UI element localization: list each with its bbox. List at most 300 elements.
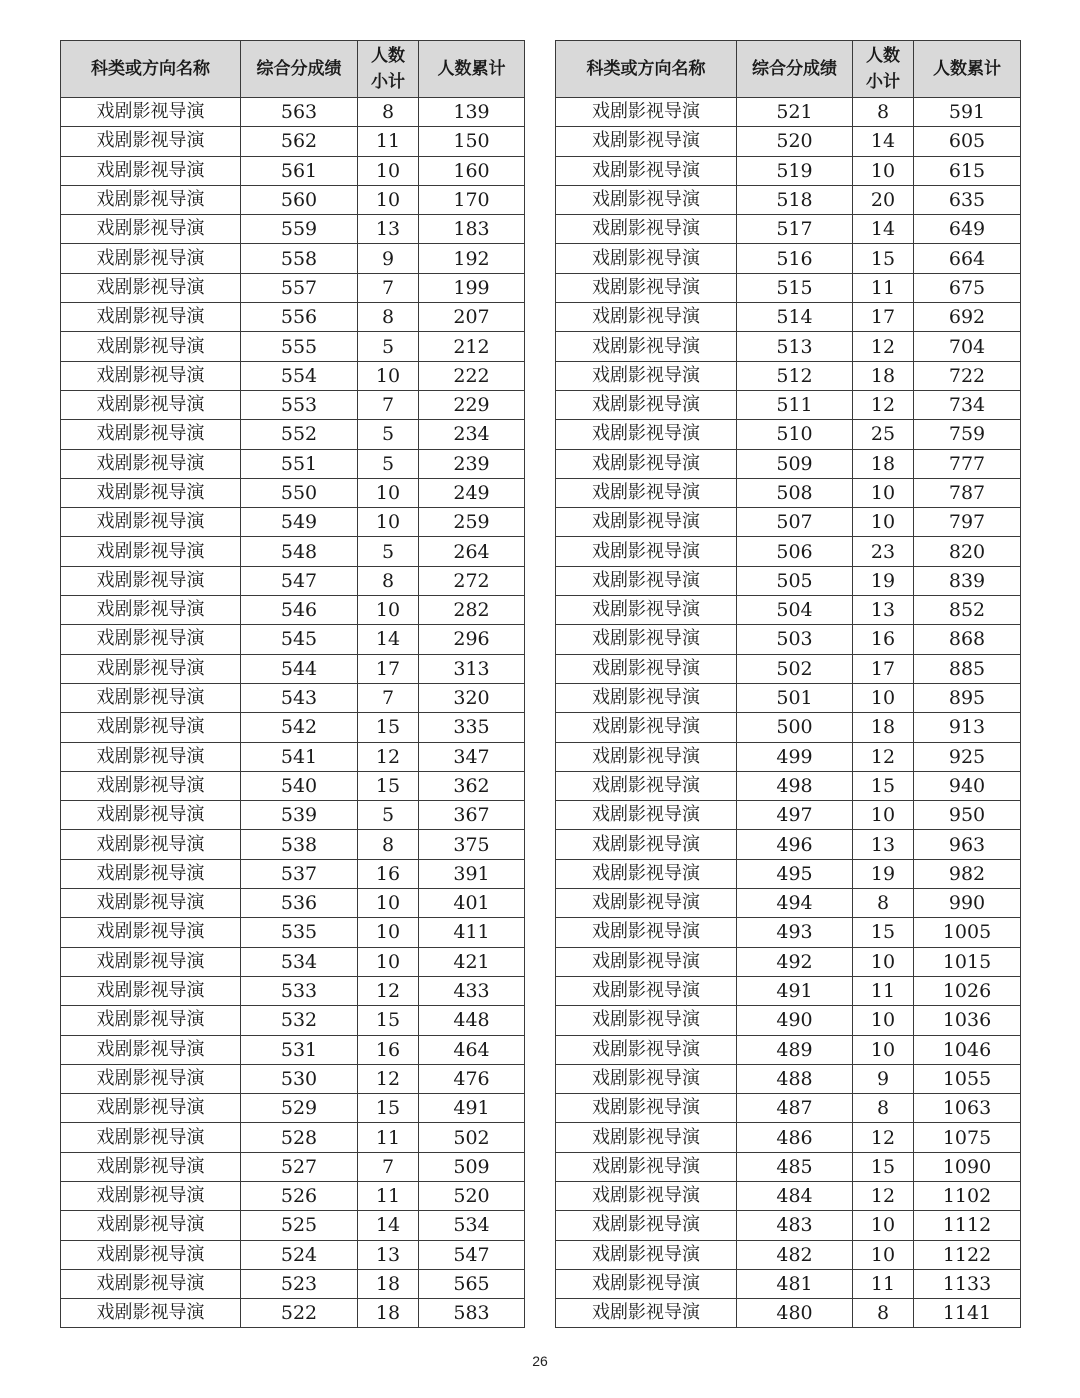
- table-row: [61, 771, 525, 800]
- cell-cumulative: 239: [419, 449, 525, 478]
- table-row: [61, 127, 525, 156]
- cell-count: 15: [358, 1006, 419, 1035]
- table-row: [61, 801, 525, 830]
- cell-score: 483: [737, 1211, 853, 1240]
- cell-name: 戏剧影视导演: [61, 801, 241, 830]
- table-row: [556, 742, 1021, 771]
- table-row: [556, 625, 1021, 654]
- cell-count: 14: [358, 1211, 419, 1240]
- cell-count: 10: [853, 1006, 914, 1035]
- cell-cumulative: 1122: [914, 1240, 1021, 1269]
- cell-count: 12: [358, 742, 419, 771]
- cell-count: 11: [853, 976, 914, 1005]
- cell-name: 戏剧影视导演: [61, 625, 241, 654]
- table-row: [61, 889, 525, 918]
- cell-cumulative: 183: [419, 215, 525, 244]
- cell-count: 7: [358, 273, 419, 302]
- cell-cumulative: 605: [914, 127, 1021, 156]
- cell-name: 戏剧影视导演: [556, 859, 737, 888]
- table-row: [556, 127, 1021, 156]
- table-row: [556, 303, 1021, 332]
- cell-count: 11: [358, 1181, 419, 1210]
- table-row: [556, 1123, 1021, 1152]
- score-table-right: [555, 40, 1021, 1328]
- cell-score: 505: [737, 566, 853, 595]
- cell-cumulative: 1063: [914, 1094, 1021, 1123]
- cell-count: 10: [358, 156, 419, 185]
- cell-count: 10: [853, 478, 914, 507]
- cell-count: 10: [358, 361, 419, 390]
- cell-score: 506: [737, 537, 853, 566]
- cell-name: 戏剧影视导演: [556, 742, 737, 771]
- cell-count: 12: [853, 390, 914, 419]
- cell-count: 10: [358, 508, 419, 537]
- cell-cumulative: 797: [914, 508, 1021, 537]
- cell-count: 5: [358, 537, 419, 566]
- cell-score: 504: [737, 596, 853, 625]
- cell-score: 556: [241, 303, 358, 332]
- cell-count: 16: [358, 859, 419, 888]
- cell-count: 8: [358, 566, 419, 595]
- cell-name: 戏剧影视导演: [61, 596, 241, 625]
- cell-cumulative: 820: [914, 537, 1021, 566]
- cell-name: 戏剧影视导演: [556, 1269, 737, 1298]
- cell-name: 戏剧影视导演: [61, 127, 241, 156]
- table-row: [556, 508, 1021, 537]
- cell-score: 489: [737, 1035, 853, 1064]
- table-row: [61, 449, 525, 478]
- cell-count: 16: [853, 625, 914, 654]
- cell-name: 戏剧影视导演: [61, 390, 241, 419]
- cell-score: 529: [241, 1094, 358, 1123]
- table-row: [61, 1211, 525, 1240]
- cell-cumulative: 839: [914, 566, 1021, 595]
- cell-name: 戏剧影视导演: [61, 889, 241, 918]
- cell-score: 502: [737, 654, 853, 683]
- cell-count: 5: [358, 449, 419, 478]
- cell-cumulative: 207: [419, 303, 525, 332]
- cell-score: 496: [737, 830, 853, 859]
- table-row: [556, 1035, 1021, 1064]
- cell-score: 523: [241, 1269, 358, 1298]
- cell-score: 546: [241, 596, 358, 625]
- cell-count: 18: [853, 713, 914, 742]
- cell-cumulative: 491: [419, 1094, 525, 1123]
- cell-count: 11: [853, 273, 914, 302]
- cell-count: 10: [853, 1240, 914, 1269]
- cell-cumulative: 913: [914, 713, 1021, 742]
- cell-name: 戏剧影视导演: [61, 215, 241, 244]
- cell-score: 535: [241, 918, 358, 947]
- cell-cumulative: 502: [419, 1123, 525, 1152]
- table-row: [556, 771, 1021, 800]
- cell-count: 17: [853, 303, 914, 332]
- cell-cumulative: 1075: [914, 1123, 1021, 1152]
- cell-score: 511: [737, 390, 853, 419]
- table-row: [61, 1094, 525, 1123]
- table-row: [61, 918, 525, 947]
- table-row: [61, 1152, 525, 1181]
- cell-name: 戏剧影视导演: [61, 1006, 241, 1035]
- table-row: [556, 654, 1021, 683]
- cell-count: 13: [358, 1240, 419, 1269]
- cell-score: 538: [241, 830, 358, 859]
- table-row: [61, 1123, 525, 1152]
- cell-score: 552: [241, 420, 358, 449]
- header-cumulative: 人数累计: [914, 41, 1021, 98]
- cell-count: 15: [358, 1094, 419, 1123]
- cell-cumulative: 591: [914, 98, 1021, 127]
- cell-count: 17: [358, 654, 419, 683]
- cell-cumulative: 391: [419, 859, 525, 888]
- cell-name: 戏剧影视导演: [61, 1064, 241, 1093]
- cell-cumulative: 272: [419, 566, 525, 595]
- cell-cumulative: 313: [419, 654, 525, 683]
- table-row: [556, 156, 1021, 185]
- cell-count: 10: [853, 508, 914, 537]
- cell-name: 戏剧影视导演: [61, 449, 241, 478]
- cell-cumulative: 692: [914, 303, 1021, 332]
- table-row: [61, 420, 525, 449]
- cell-score: 532: [241, 1006, 358, 1035]
- cell-count: 10: [358, 889, 419, 918]
- cell-count: 8: [853, 1299, 914, 1328]
- cell-cumulative: 675: [914, 273, 1021, 302]
- cell-count: 14: [853, 215, 914, 244]
- table-row: [61, 1181, 525, 1210]
- cell-cumulative: 963: [914, 830, 1021, 859]
- cell-name: 戏剧影视导演: [556, 156, 737, 185]
- cell-count: 14: [358, 625, 419, 654]
- cell-cumulative: 940: [914, 771, 1021, 800]
- cell-score: 487: [737, 1094, 853, 1123]
- cell-name: 戏剧影视导演: [61, 537, 241, 566]
- table-row: [61, 185, 525, 214]
- table-row: [61, 596, 525, 625]
- cell-cumulative: 222: [419, 361, 525, 390]
- cell-name: 戏剧影视导演: [556, 449, 737, 478]
- cell-score: 514: [737, 303, 853, 332]
- cell-name: 戏剧影视导演: [556, 537, 737, 566]
- table-row: [61, 976, 525, 1005]
- cell-score: 558: [241, 244, 358, 273]
- cell-count: 12: [358, 976, 419, 1005]
- cell-score: 517: [737, 215, 853, 244]
- cell-cumulative: 1026: [914, 976, 1021, 1005]
- table-row: [556, 332, 1021, 361]
- cell-score: 500: [737, 713, 853, 742]
- cell-cumulative: 649: [914, 215, 1021, 244]
- cell-score: 521: [737, 98, 853, 127]
- cell-score: 543: [241, 683, 358, 712]
- cell-score: 531: [241, 1035, 358, 1064]
- cell-name: 戏剧影视导演: [556, 683, 737, 712]
- cell-name: 戏剧影视导演: [61, 742, 241, 771]
- cell-cumulative: 212: [419, 332, 525, 361]
- cell-cumulative: 547: [419, 1240, 525, 1269]
- cell-cumulative: 664: [914, 244, 1021, 273]
- cell-name: 戏剧影视导演: [556, 596, 737, 625]
- table-row: [61, 1269, 525, 1298]
- table-row: [61, 332, 525, 361]
- cell-cumulative: 1046: [914, 1035, 1021, 1064]
- cell-cumulative: 362: [419, 771, 525, 800]
- cell-score: 551: [241, 449, 358, 478]
- cell-count: 13: [853, 596, 914, 625]
- page-number: 26: [532, 1353, 548, 1369]
- cell-cumulative: 411: [419, 918, 525, 947]
- cell-score: 540: [241, 771, 358, 800]
- table-row: [61, 742, 525, 771]
- cell-name: 戏剧影视导演: [61, 976, 241, 1005]
- table-row: [556, 830, 1021, 859]
- cell-score: 525: [241, 1211, 358, 1240]
- table-row: [556, 478, 1021, 507]
- cell-count: 13: [358, 215, 419, 244]
- cell-score: 522: [241, 1299, 358, 1328]
- cell-score: 563: [241, 98, 358, 127]
- cell-score: 541: [241, 742, 358, 771]
- cell-name: 戏剧影视导演: [61, 303, 241, 332]
- cell-cumulative: 375: [419, 830, 525, 859]
- cell-name: 戏剧影视导演: [61, 1094, 241, 1123]
- cell-count: 10: [853, 1211, 914, 1240]
- table-row: [61, 361, 525, 390]
- table-row: [61, 537, 525, 566]
- cell-count: 10: [853, 1035, 914, 1064]
- cell-count: 18: [853, 449, 914, 478]
- cell-cumulative: 192: [419, 244, 525, 273]
- table-row: [556, 244, 1021, 273]
- cell-count: 12: [853, 1181, 914, 1210]
- table-row: [556, 596, 1021, 625]
- cell-count: 7: [358, 683, 419, 712]
- table-row: [61, 156, 525, 185]
- cell-cumulative: 150: [419, 127, 525, 156]
- cell-cumulative: 1055: [914, 1064, 1021, 1093]
- cell-name: 戏剧影视导演: [556, 303, 737, 332]
- cell-count: 7: [358, 1152, 419, 1181]
- cell-count: 11: [358, 1123, 419, 1152]
- table-row: [556, 1299, 1021, 1328]
- cell-cumulative: 1133: [914, 1269, 1021, 1298]
- cell-cumulative: 367: [419, 801, 525, 830]
- cell-score: 537: [241, 859, 358, 888]
- cell-score: 480: [737, 1299, 853, 1328]
- cell-count: 10: [853, 947, 914, 976]
- cell-name: 戏剧影视导演: [61, 947, 241, 976]
- cell-name: 戏剧影视导演: [61, 713, 241, 742]
- cell-name: 戏剧影视导演: [61, 185, 241, 214]
- cell-cumulative: 565: [419, 1269, 525, 1298]
- cell-cumulative: 1102: [914, 1181, 1021, 1210]
- cell-cumulative: 433: [419, 976, 525, 1005]
- cell-score: 512: [737, 361, 853, 390]
- cell-name: 戏剧影视导演: [556, 478, 737, 507]
- cell-count: 12: [853, 332, 914, 361]
- cell-score: 536: [241, 889, 358, 918]
- cell-count: 8: [853, 889, 914, 918]
- cell-count: 15: [853, 771, 914, 800]
- cell-name: 戏剧影视导演: [61, 771, 241, 800]
- table-row: [556, 976, 1021, 1005]
- table-row: [61, 478, 525, 507]
- cell-count: 10: [853, 156, 914, 185]
- cell-count: 18: [853, 361, 914, 390]
- cell-name: 戏剧影视导演: [61, 1123, 241, 1152]
- cell-cumulative: 476: [419, 1064, 525, 1093]
- cell-count: 18: [358, 1269, 419, 1298]
- cell-name: 戏剧影视导演: [556, 215, 737, 244]
- cell-name: 戏剧影视导演: [556, 127, 737, 156]
- cell-name: 戏剧影视导演: [556, 918, 737, 947]
- table-row: [61, 830, 525, 859]
- cell-score: 527: [241, 1152, 358, 1181]
- table-row: [61, 859, 525, 888]
- cell-score: 488: [737, 1064, 853, 1093]
- cell-count: 20: [853, 185, 914, 214]
- cell-cumulative: 421: [419, 947, 525, 976]
- cell-name: 戏剧影视导演: [61, 859, 241, 888]
- cell-cumulative: 259: [419, 508, 525, 537]
- cell-name: 戏剧影视导演: [556, 654, 737, 683]
- cell-score: 534: [241, 947, 358, 976]
- cell-count: 10: [853, 801, 914, 830]
- cell-score: 482: [737, 1240, 853, 1269]
- cell-name: 戏剧影视导演: [556, 185, 737, 214]
- cell-count: 10: [358, 185, 419, 214]
- cell-count: 5: [358, 801, 419, 830]
- table-row: [556, 859, 1021, 888]
- cell-name: 戏剧影视导演: [61, 918, 241, 947]
- score-table-left: [60, 40, 525, 1328]
- cell-name: 戏剧影视导演: [556, 566, 737, 595]
- cell-score: 559: [241, 215, 358, 244]
- cell-count: 19: [853, 859, 914, 888]
- cell-count: 18: [358, 1299, 419, 1328]
- cell-score: 548: [241, 537, 358, 566]
- header-count: 人数 小计: [358, 41, 419, 98]
- cell-cumulative: 234: [419, 420, 525, 449]
- cell-score: 513: [737, 332, 853, 361]
- cell-cumulative: 635: [914, 185, 1021, 214]
- cell-cumulative: 722: [914, 361, 1021, 390]
- table-row: [556, 361, 1021, 390]
- table-row: [556, 801, 1021, 830]
- cell-cumulative: 534: [419, 1211, 525, 1240]
- cell-score: 520: [737, 127, 853, 156]
- table-row: [61, 390, 525, 419]
- cell-score: 495: [737, 859, 853, 888]
- cell-count: 11: [853, 1269, 914, 1298]
- cell-score: 562: [241, 127, 358, 156]
- cell-count: 10: [853, 683, 914, 712]
- table-row: [61, 244, 525, 273]
- header-name: 科类或方向名称: [61, 41, 241, 98]
- cell-count: 15: [358, 771, 419, 800]
- cell-cumulative: 734: [914, 390, 1021, 419]
- cell-score: 508: [737, 478, 853, 507]
- cell-name: 戏剧影视导演: [556, 98, 737, 127]
- table-row: [61, 1035, 525, 1064]
- cell-cumulative: 1036: [914, 1006, 1021, 1035]
- cell-count: 23: [853, 537, 914, 566]
- table-row: [61, 713, 525, 742]
- cell-name: 戏剧影视导演: [556, 801, 737, 830]
- table-row: [556, 1064, 1021, 1093]
- cell-count: 9: [853, 1064, 914, 1093]
- cell-cumulative: 520: [419, 1181, 525, 1210]
- table-row: [556, 889, 1021, 918]
- cell-name: 戏剧影视导演: [556, 625, 737, 654]
- cell-name: 戏剧影视导演: [556, 1123, 737, 1152]
- cell-count: 7: [358, 390, 419, 419]
- cell-score: 533: [241, 976, 358, 1005]
- cell-score: 516: [737, 244, 853, 273]
- table-row: [556, 1181, 1021, 1210]
- table-row: [556, 683, 1021, 712]
- cell-name: 戏剧影视导演: [61, 1152, 241, 1181]
- table-row: [556, 273, 1021, 302]
- cell-count: 17: [853, 654, 914, 683]
- cell-cumulative: 1090: [914, 1152, 1021, 1181]
- cell-count: 5: [358, 332, 419, 361]
- cell-count: 8: [358, 98, 419, 127]
- cell-name: 戏剧影视导演: [556, 508, 737, 537]
- cell-name: 戏剧影视导演: [556, 1299, 737, 1328]
- cell-cumulative: 139: [419, 98, 525, 127]
- cell-score: 547: [241, 566, 358, 595]
- cell-count: 8: [853, 1094, 914, 1123]
- cell-score: 481: [737, 1269, 853, 1298]
- table-row: [556, 713, 1021, 742]
- cell-count: 12: [358, 1064, 419, 1093]
- cell-name: 戏剧影视导演: [61, 1211, 241, 1240]
- cell-count: 5: [358, 420, 419, 449]
- table-row: [556, 918, 1021, 947]
- table-row: [61, 303, 525, 332]
- cell-cumulative: 296: [419, 625, 525, 654]
- cell-score: 497: [737, 801, 853, 830]
- cell-count: 15: [853, 244, 914, 273]
- cell-score: 499: [737, 742, 853, 771]
- cell-cumulative: 160: [419, 156, 525, 185]
- cell-cumulative: 335: [419, 713, 525, 742]
- cell-name: 戏剧影视导演: [61, 654, 241, 683]
- cell-name: 戏剧影视导演: [556, 1211, 737, 1240]
- table-row: [556, 566, 1021, 595]
- cell-name: 戏剧影视导演: [61, 98, 241, 127]
- cell-name: 戏剧影视导演: [556, 1035, 737, 1064]
- cell-cumulative: 583: [419, 1299, 525, 1328]
- cell-name: 戏剧影视导演: [556, 390, 737, 419]
- cell-cumulative: 990: [914, 889, 1021, 918]
- table-row: [61, 1299, 525, 1328]
- cell-score: 554: [241, 361, 358, 390]
- table-row: [61, 98, 525, 127]
- cell-name: 戏剧影视导演: [556, 273, 737, 302]
- table-row: [61, 654, 525, 683]
- header-score: 综合分成绩: [241, 41, 358, 98]
- cell-cumulative: 1005: [914, 918, 1021, 947]
- cell-name: 戏剧影视导演: [556, 889, 737, 918]
- table-row: [61, 947, 525, 976]
- table-row: [61, 273, 525, 302]
- table-row: [556, 215, 1021, 244]
- cell-name: 戏剧影视导演: [61, 1035, 241, 1064]
- table-row: [556, 390, 1021, 419]
- cell-score: 509: [737, 449, 853, 478]
